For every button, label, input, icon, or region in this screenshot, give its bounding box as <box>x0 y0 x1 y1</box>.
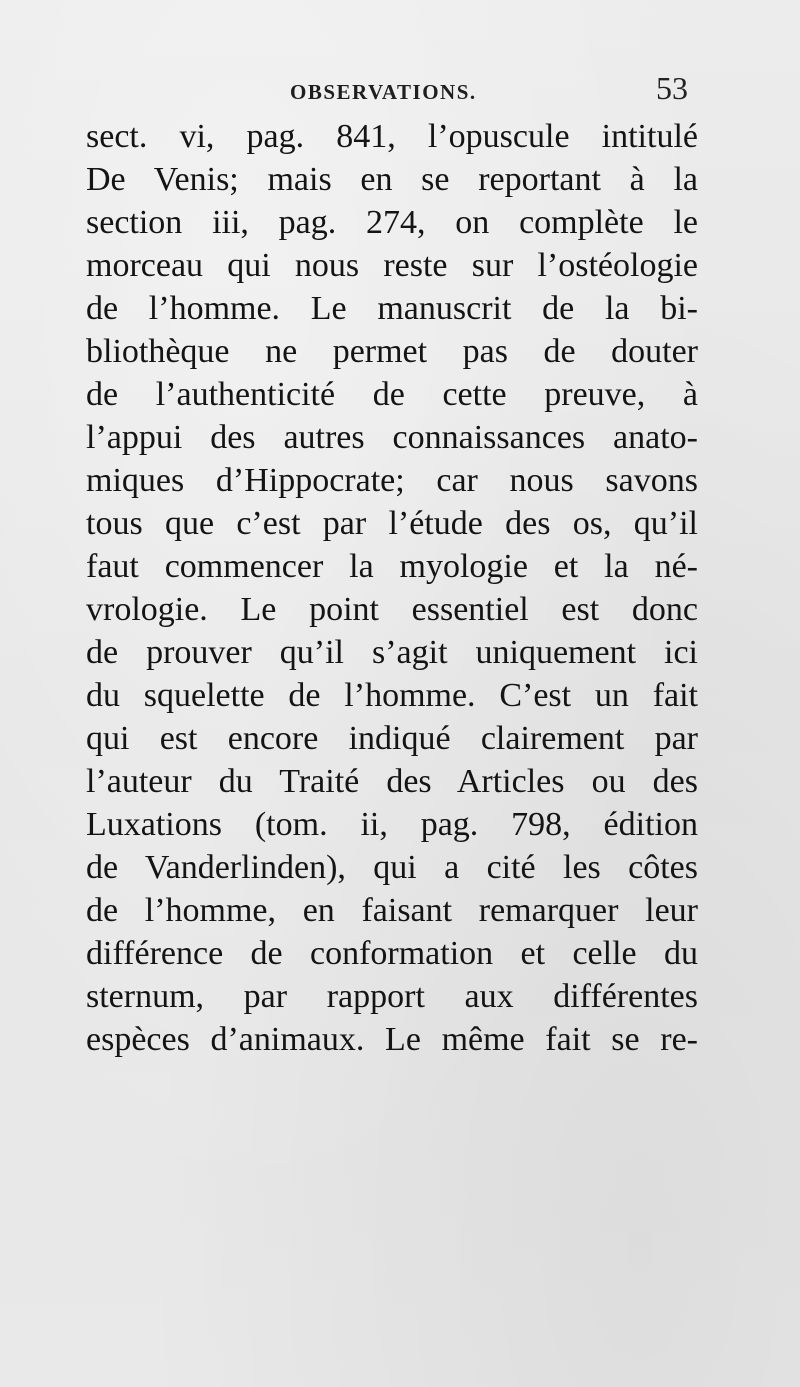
text-line: morceau qui nous reste sur l’ostéologie <box>86 247 698 284</box>
text-line: du squelette de l’homme. C’est un fait <box>86 677 698 714</box>
page-header <box>86 70 698 114</box>
text-line: l’auteur du Traité des Articles ou des <box>86 763 698 800</box>
text-line: sternum, par rapport aux différentes <box>86 978 698 1015</box>
text-line: vrologie. Le point essentiel est donc <box>86 591 698 628</box>
page-number: 53 <box>656 70 688 106</box>
text-line: espèces d’animaux. Le même fait se re- <box>86 1021 698 1058</box>
text-line: qui est encore indiqué clairement par <box>86 720 698 757</box>
text-line: tous que c’est par l’étude des os, qu’il <box>86 505 698 542</box>
text-line: l’appui des autres connaissances anato- <box>86 419 698 456</box>
body-text <box>86 115 698 1061</box>
text-line: faut commencer la myologie et la né- <box>86 548 698 585</box>
text-line: miques d’Hippocrate; car nous savons <box>86 462 698 499</box>
text-line: sect. vi, pag. 841, l’opuscule intitulé <box>86 118 698 155</box>
text-line: de l’homme, en faisant remarquer leur <box>86 892 698 929</box>
running-head: OBSERVATIONS. <box>290 80 477 104</box>
text-line: Luxations (tom. ii, pag. 798, édition <box>86 806 698 843</box>
text-line: bliothèque ne permet pas de douter <box>86 333 698 370</box>
text-line: de l’homme. Le manuscrit de la bi- <box>86 290 698 327</box>
text-line: de prouver qu’il s’agit uniquement ici <box>86 634 698 671</box>
text-line: de l’authenticité de cette preuve, à <box>86 376 698 413</box>
text-line: section iii, pag. 274, on complète le <box>86 204 698 241</box>
text-line: De Venis; mais en se reportant à la <box>86 161 698 198</box>
text-line: de Vanderlinden), qui a cité les côtes <box>86 849 698 886</box>
text-line: différence de conformation et celle du <box>86 935 698 972</box>
